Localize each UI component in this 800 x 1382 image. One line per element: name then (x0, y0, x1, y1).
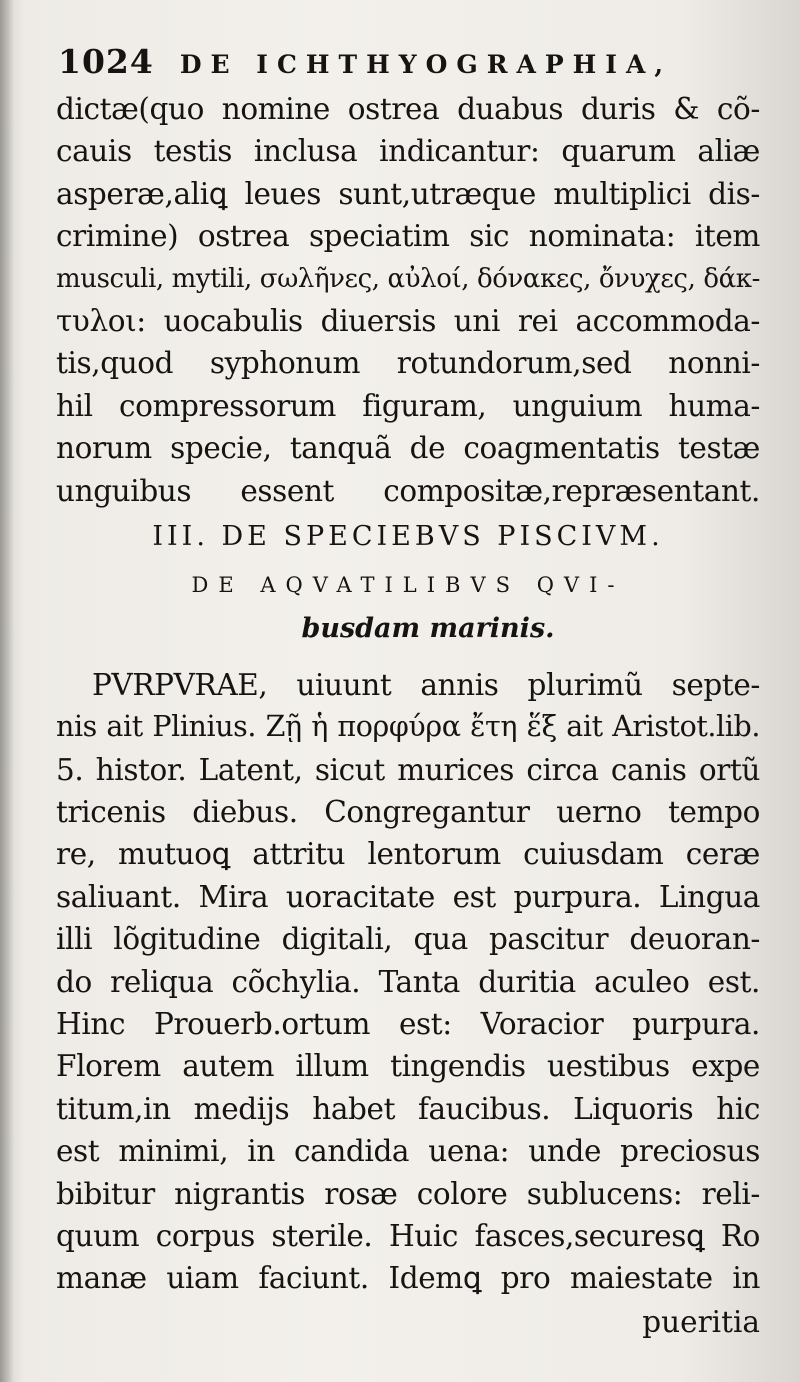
text-line: hil compressorum figuram, unguium huma- (56, 388, 760, 423)
binding-shadow (0, 0, 14, 1382)
text-line: est minimi, in candida uena: unde preciosus (56, 1134, 760, 1169)
text-line: τυλοι: uocabulis diuersis uni rei accommoda- (56, 303, 760, 338)
section-subheading: DE AQVATILIBVS QVI- (191, 572, 625, 597)
text-line: illi lõgitudine digitali, qua pascitur deuoran- (56, 922, 760, 957)
text-line: cauis testis inclusa indicantur: quarum aliæ (56, 134, 760, 169)
text-line: manæ uiam faciunt. Idemꝗ pro maiestate in (56, 1261, 760, 1296)
page-body (56, 88, 760, 1344)
text-line: quum corpus sterile. Huic fasces,securesꝗ Ro (56, 1218, 760, 1253)
text-line: Florem autem illum tingendis uestibus expe (56, 1049, 760, 1084)
page-number: 1024 (58, 42, 154, 81)
section-heading: III. DE SPECIEBVS PISCIVM. (152, 520, 664, 552)
text-line: tricenis diebus. Congregantur uerno tempo (56, 795, 760, 830)
text-line: titum,in medijs habet faucibus. Liquoris hic (56, 1091, 760, 1126)
running-title: DE ICHTHYOGRAPHIA, (179, 50, 673, 79)
text-line: bibitur nigrantis rosæ colore sublucens: reli- (56, 1176, 760, 1211)
text-line: do reliqua cõchylia. Tanta duritia aculeo est. (56, 964, 760, 999)
text-line: Hinc Prouerb.ortum est: Voracior purpura. (56, 1007, 760, 1042)
text-line: re, mutuoꝗ attritu lentorum cuiusdam ceræ (56, 837, 760, 872)
text-line: asperæ,aliꝗ leues sunt,utræque multiplici dis- (56, 176, 760, 211)
spacer (56, 650, 760, 664)
text-line: crimine) ostrea speciatim sic nominata: item (56, 219, 760, 254)
text-line: PVRPVRAE, uiuunt annis plurimũ septe- (92, 667, 760, 702)
text-line: musculi, mytili, σωλῆνες, αὐλοί, δόνακες, ὄνυχες, δάκ- (56, 263, 760, 294)
text-line: norum specie, tanquã de coagmentatis testæ (56, 431, 760, 466)
text-line: tis,quod syphonum rotundorum,sed nonni- (56, 346, 760, 381)
text-line: unguibus essent compositæ,repræsentant. (56, 473, 760, 508)
page-header (58, 42, 758, 86)
text-line: dictæ(quo nomine ostrea duabus duris & cõ- (56, 92, 760, 126)
text-line: 5. histor. Latent, sicut murices circa canis ortũ (56, 752, 760, 787)
section-subheading-italic: busdam marinis. (301, 612, 555, 644)
text-line: saliuant. Mira uoracitate est purpura. Lingua (56, 879, 760, 914)
text-line: nis ait Plinius. Ζῇ ἡ πορφύρα ἔτη ἕξ ait Aristot.lib. (56, 710, 760, 744)
catchword: pueritia (642, 1304, 760, 1339)
